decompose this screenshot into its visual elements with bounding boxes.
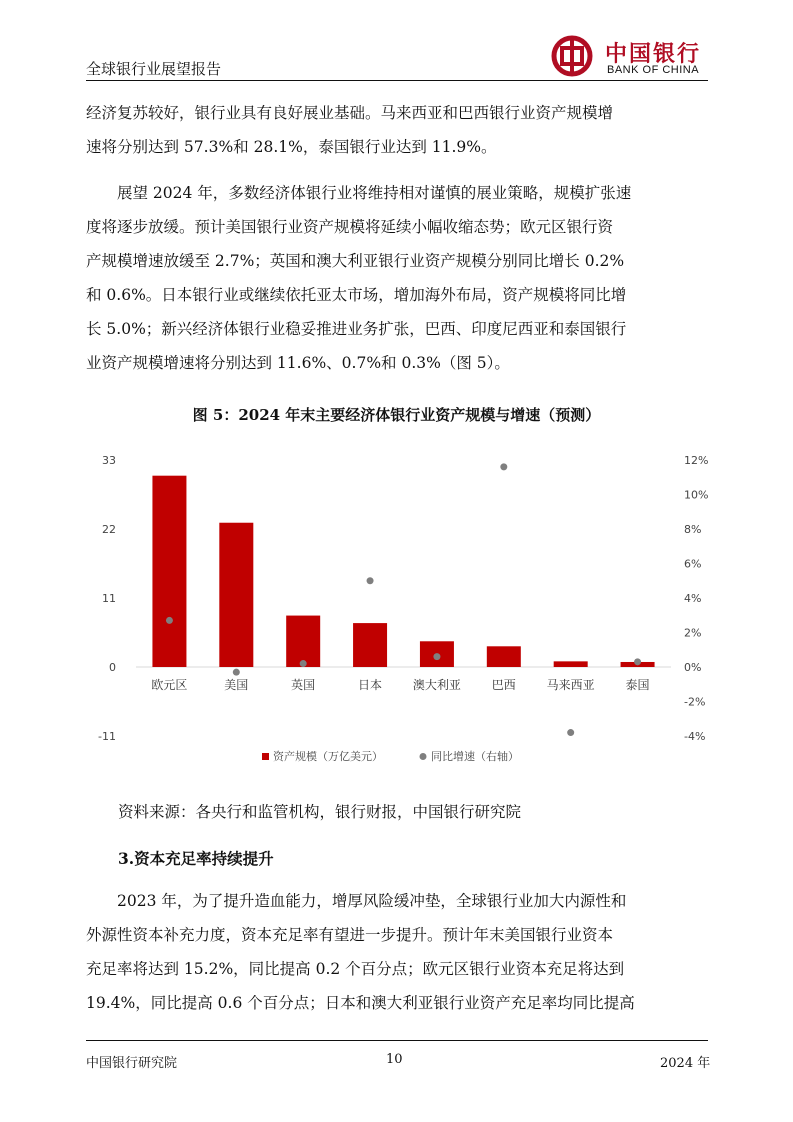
paragraph-line: 和 0.6%。日本银行业或继续依托亚太市场，增加海外布局，资产规模将同比增 [86, 286, 627, 304]
right-axis-tick-label: 2% [684, 626, 702, 640]
right-axis-tick-label: -4% [684, 730, 706, 743]
paragraph-line: 业资产规模增速将分别达到 11.6%、0.7%和 0.3%（图 5）。 [86, 354, 510, 372]
left-axis-tick-label: 0 [109, 661, 116, 674]
source-note: 资料来源：各央行和监管机构，银行财报，中国银行研究院 [118, 803, 522, 821]
right-axis-tick-label: 8% [684, 523, 702, 536]
paragraph-line: 展望 2024 年，多数经济体银行业将维持相对谨慎的展业策略，规模扩张速 [117, 184, 632, 202]
footer-org: 中国银行研究院 [86, 1056, 178, 1071]
right-axis-tick-label: 10% [684, 488, 709, 502]
point-growth-rate [233, 669, 240, 676]
paragraph-line: 充足率将达到 15.2%，同比提高 0.2 个百分点；欧元区银行业资本充足将达到 [86, 960, 625, 978]
bar-asset-size [487, 646, 521, 667]
paragraph-line: 速将分别达到 57.3%和 28.1%，泰国银行业达到 11.9%。 [86, 138, 497, 156]
figure-title: 图 5：2024 年末主要经济体银行业资产规模与增速（预测） [192, 406, 601, 424]
paragraph-2 [86, 176, 708, 380]
section-heading: 3.资本充足率持续提升 [118, 849, 274, 868]
legend-label-growth-rate: 同比增速（右轴） [431, 750, 519, 763]
point-growth-rate [166, 617, 173, 624]
paragraph-line: 2023 年，为了提升造血能力，增厚风险缓冲垫，全球银行业加大内源性和 [117, 892, 627, 910]
logo-english-text: BANK OF CHINA [607, 64, 700, 76]
page-number: 10 [386, 1052, 403, 1067]
paragraph-line: 经济复苏较好，银行业具有良好展业基础。马来西亚和巴西银行业资产规模增 [86, 104, 614, 122]
footer-rule [86, 1040, 708, 1041]
category-label: 澳大利亚 [412, 678, 461, 692]
category-label: 马来西亚 [546, 678, 595, 692]
right-axis-tick-label: 4% [684, 592, 702, 605]
header-title: 全球银行业展望报告 [86, 60, 222, 78]
category-label: 泰国 [625, 678, 650, 692]
point-growth-rate [500, 463, 507, 470]
paragraph-line: 度将逐步放缓。预计美国银行业资产规模将延续小幅收缩态势；欧元区银行资 [86, 218, 614, 236]
right-axis-tick-label: 0% [684, 661, 702, 674]
legend-label-asset-size: 资产规模（万亿美元） [273, 750, 383, 763]
left-axis-tick-label: 33 [102, 454, 116, 467]
header-rule [86, 80, 708, 81]
point-growth-rate [634, 658, 641, 665]
footer-year: 2024 年 [660, 1056, 711, 1071]
category-label: 欧元区 [151, 678, 188, 692]
paragraph-1 [86, 96, 708, 164]
bar-asset-size [219, 523, 253, 667]
asset-size-growth-chart [86, 440, 716, 780]
paragraph-line: 外源性资本补充力度，资本充足率有望进一步提升。预计年末美国银行业资本 [86, 926, 614, 944]
category-label: 美国 [224, 678, 249, 692]
legend-marker-asset-size [262, 753, 269, 760]
logo-chinese-text: 中国银行 [605, 41, 702, 67]
category-label: 巴西 [491, 678, 516, 692]
bar-asset-size [554, 661, 588, 667]
left-axis-tick-label: 22 [102, 523, 116, 536]
bar-asset-size [353, 623, 387, 667]
right-axis-tick-label: 6% [684, 557, 702, 571]
paragraph-3 [86, 884, 708, 1020]
category-label: 英国 [291, 678, 316, 692]
right-axis-tick-label: -2% [684, 695, 706, 709]
point-growth-rate [367, 577, 374, 584]
right-axis-tick-label: 12% [684, 454, 709, 467]
legend-marker-growth-rate [420, 753, 427, 760]
point-growth-rate [300, 660, 307, 667]
point-growth-rate [567, 729, 574, 736]
category-label: 日本 [358, 678, 383, 692]
bar-asset-size [152, 476, 186, 667]
bar-asset-size [286, 616, 320, 667]
paragraph-line: 产规模增速放缓至 2.7%；英国和澳大利亚银行业资产规模分别同比增长 0.2% [86, 252, 625, 270]
paragraph-line: 19.4%，同比提高 0.6 个百分点；日本和澳大利亚银行业资产充足率均同比提高 [86, 994, 635, 1012]
left-axis-tick-label: -11 [98, 730, 116, 743]
paragraph-line: 长 5.0%；新兴经济体银行业稳妥推进业务扩张，巴西、印度尼西亚和泰国银行 [86, 320, 627, 338]
point-growth-rate [433, 653, 440, 660]
left-axis-tick-label: 11 [102, 592, 116, 605]
